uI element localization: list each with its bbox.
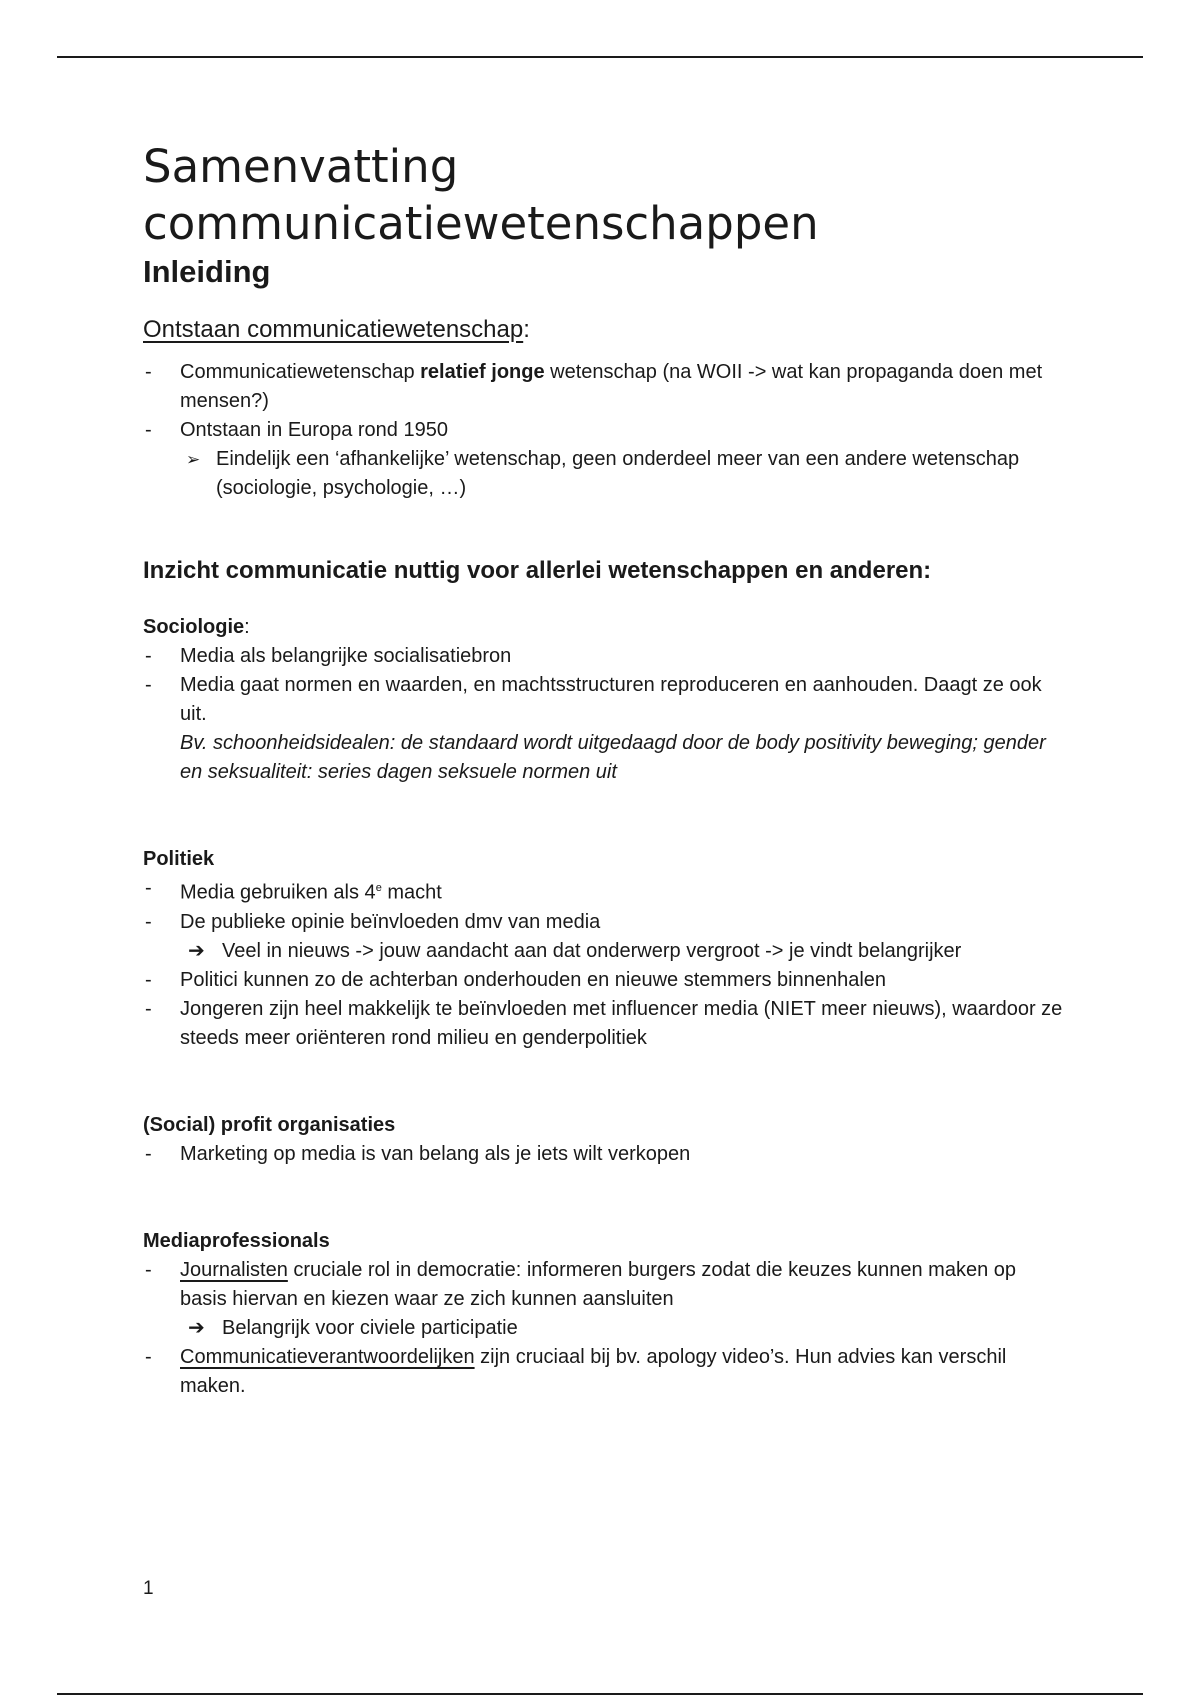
text: Veel in nieuws -> jouw aandacht aan dat onderwerp vergroot -> je vindt belangrijker <box>222 939 962 962</box>
list-item <box>143 642 1063 671</box>
underlined-text: Communicatieverantwoordelijken <box>180 1345 475 1368</box>
dash-bullet: - <box>145 910 152 933</box>
sub-item <box>143 445 1063 503</box>
sub-item <box>143 1314 1063 1343</box>
header-rule <box>57 56 1143 58</box>
text: De publieke opinie beïnvloeden dmv van media <box>180 910 601 933</box>
dash-bullet: - <box>145 361 152 383</box>
page-number: 1 <box>143 1578 154 1599</box>
text: Jongeren zijn heel makkelijk te beïnvloeden met influencer media (NIET meer nieuws), waardoor ze steeds meer oriënteren rond milieu en genderpolitiek <box>180 997 1063 1049</box>
example-text: Bv. schoonheidsidealen: de standaard wordt uitgedaagd door de body positivity beweging; gender en seksualiteit: series dagen seksuele normen uit <box>180 732 1046 783</box>
list-item <box>143 416 1063 503</box>
text: Politici kunnen zo de achterban onderhouden en nieuwe stemmers binnenhalen <box>180 968 887 991</box>
heading-ontstaan <box>143 314 1063 346</box>
heading-ontstaan-colon: : <box>523 316 530 343</box>
ontstaan-list <box>143 358 1063 503</box>
dash-bullet: - <box>145 968 152 991</box>
list-item <box>143 1343 1063 1401</box>
title-line-1: Samenvatting <box>143 140 459 193</box>
heading-colon: : <box>244 616 250 638</box>
heading-profit: (Social) profit organisaties <box>143 1113 396 1136</box>
triangle-bullet-icon: ➢ <box>186 450 201 469</box>
dash-bullet: - <box>145 877 152 899</box>
list-item <box>143 874 1063 908</box>
title-line-2: communicatiewetenschappen <box>143 197 819 250</box>
heading-ontstaan-text: Ontstaan communicatiewetenschap <box>143 316 524 343</box>
text: cruciale rol in democratie: informeren burgers zodat die keuzes kunnen maken op basis hiervan en kiezen waar ze zich kunnen aansluiten <box>180 1258 1017 1310</box>
list-item <box>143 671 1063 787</box>
sub-item <box>143 937 1063 966</box>
dash-bullet: - <box>145 645 152 667</box>
text: Media gaat normen en waarden, en machtsstructuren reproduceren en aanhouden. Daagt ze ook uit. <box>180 674 1042 725</box>
heading-sociologie <box>143 613 1063 642</box>
profit-list <box>143 1140 1063 1169</box>
politiek-list <box>143 874 1063 1053</box>
section-profit <box>143 1111 1063 1169</box>
section-politiek <box>143 845 1063 1053</box>
document-title <box>143 138 1063 252</box>
superscript: e <box>375 882 382 894</box>
text: Belangrijk voor civiele participatie <box>222 1316 518 1339</box>
dash-bullet: - <box>145 674 152 696</box>
text: wetenschap (na WOII -> wat kan propaganda doen met mensen?) <box>180 361 1043 412</box>
bold-text: relatief jonge <box>420 361 545 383</box>
section-sociologie <box>143 613 1063 787</box>
list-item <box>143 995 1063 1053</box>
arrow-bullet-icon: ➔ <box>188 939 205 962</box>
mediaprof-list <box>143 1256 1063 1401</box>
heading-mediaprofessionals: Mediaprofessionals <box>143 1229 330 1252</box>
dash-bullet: - <box>145 419 152 441</box>
section-mediaprofessionals <box>143 1227 1063 1401</box>
dash-bullet: - <box>145 1345 152 1368</box>
heading-politiek: Politiek <box>143 848 215 870</box>
text: Ontstaan in Europa rond 1950 <box>180 419 448 441</box>
text: Media als belangrijke socialisatiebron <box>180 645 512 667</box>
text: Media gebruiken als 4 <box>180 881 376 904</box>
text: macht <box>381 881 442 904</box>
dash-bullet: - <box>145 1142 152 1165</box>
heading-inzicht: Inzicht communicatie nuttig voor allerlei wetenschappen en anderen: <box>143 557 932 584</box>
arrow-bullet-icon: ➔ <box>188 1316 205 1339</box>
heading-text: Sociologie <box>143 616 245 638</box>
list-item <box>143 358 1063 416</box>
heading-inleiding: Inleiding <box>143 254 271 289</box>
sociologie-list <box>143 642 1063 787</box>
document-page <box>143 138 1063 1401</box>
list-item <box>143 966 1063 995</box>
list-item <box>143 1140 1063 1169</box>
dash-bullet: - <box>145 1258 152 1281</box>
text: zijn cruciaal bij bv. apology video’s. Hun advies kan verschil maken. <box>180 1345 1007 1397</box>
text: Communicatiewetenschap <box>180 361 421 383</box>
list-item <box>143 1256 1063 1343</box>
text: Marketing op media is van belang als je iets wilt verkopen <box>180 1142 691 1165</box>
underlined-text: Journalisten <box>180 1258 288 1281</box>
dash-bullet: - <box>145 997 152 1020</box>
footer-rule <box>57 1693 1143 1695</box>
list-item <box>143 908 1063 966</box>
text: Eindelijk een ‘afhankelijke’ wetenschap, geen onderdeel meer van een andere wetenschap (sociologie, psychologie, …) <box>216 448 1020 499</box>
